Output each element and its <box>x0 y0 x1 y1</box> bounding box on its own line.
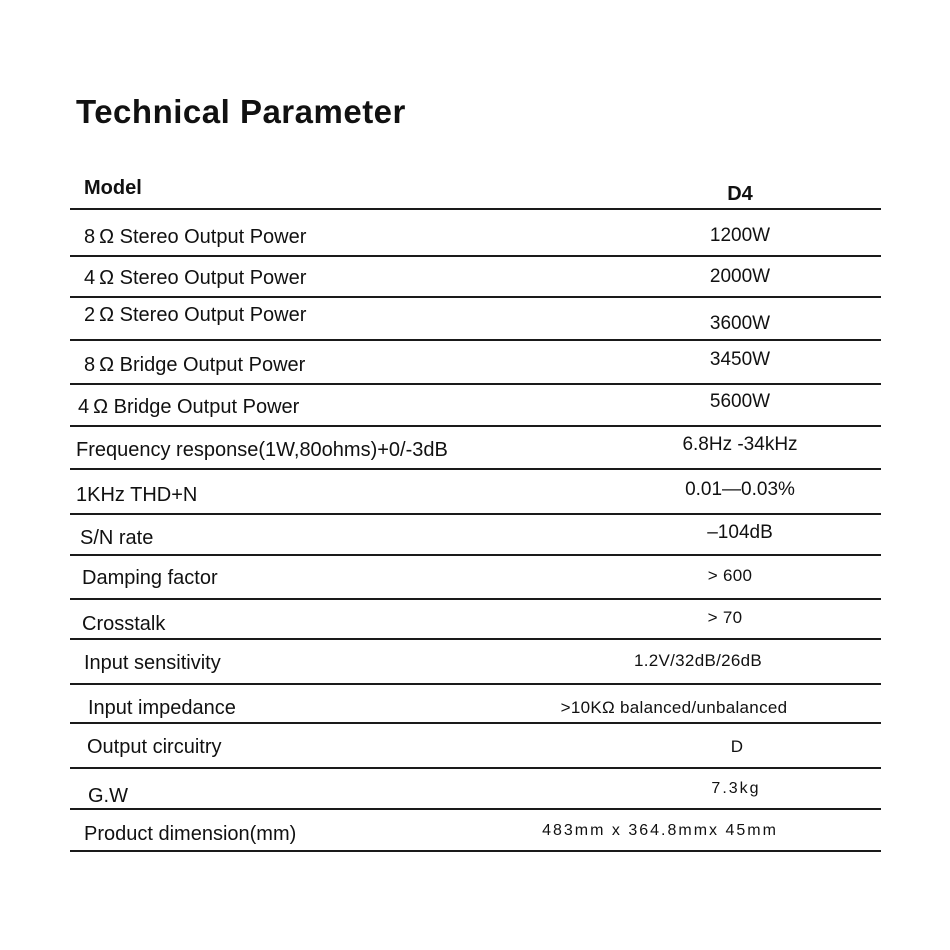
table-row <box>70 298 881 341</box>
row-label: Damping factor <box>82 567 218 589</box>
table-row <box>70 600 881 640</box>
row-label: S/N rate <box>80 527 154 549</box>
row-value: –104dB <box>707 522 773 543</box>
model-label: Model <box>84 177 142 199</box>
table-row <box>70 385 881 427</box>
row-value: 5600W <box>709 391 771 412</box>
row-value: > 70 <box>707 608 743 627</box>
row-value: 1200W <box>709 225 771 246</box>
row-label: Input sensitivity <box>84 652 221 674</box>
row-label: Crosstalk <box>82 613 166 635</box>
table-row <box>70 210 881 257</box>
spec-table <box>70 170 881 852</box>
row-value: > 600 <box>707 566 753 585</box>
table-row <box>70 810 881 852</box>
row-label: G.W <box>88 785 128 807</box>
row-value: 6.8Hz -34kHz <box>682 434 798 455</box>
row-label: Input impedance <box>88 697 236 719</box>
table-row <box>70 257 881 298</box>
table-row <box>70 427 881 470</box>
row-label: Output circuitry <box>87 736 222 758</box>
row-label: 8 Ω Bridge Output Power <box>84 354 306 376</box>
table-row <box>70 470 881 515</box>
row-value: 7.3kg <box>711 780 761 797</box>
table-row <box>70 769 881 810</box>
table-row <box>70 556 881 600</box>
row-value: >10KΩ balanced/unbalanced <box>560 698 788 717</box>
table-row <box>70 685 881 724</box>
row-value: 483mm x 364.8mmx 45mm <box>542 822 778 839</box>
table-row <box>70 341 881 385</box>
page-title: Technical Parameter <box>76 93 406 130</box>
model-value: D4 <box>727 183 753 205</box>
table-row <box>70 640 881 685</box>
row-label: 4 Ω Stereo Output Power <box>84 267 307 289</box>
row-value: 1.2V/32dB/26dB <box>633 651 763 670</box>
row-label: 2 Ω Stereo Output Power <box>84 304 307 326</box>
row-label: 1KHz THD+N <box>76 484 198 506</box>
row-value: D <box>730 737 744 756</box>
row-value: 2000W <box>709 266 771 287</box>
row-label: Product dimension(mm) <box>84 823 297 845</box>
row-value: 0.01—0.03% <box>685 479 795 500</box>
table-row <box>70 515 881 556</box>
row-label: Frequency response(1W,80ohms)+0/-3dB <box>76 439 448 461</box>
row-value: 3450W <box>709 349 771 370</box>
table-row <box>70 724 881 769</box>
row-label: 8 Ω Stereo Output Power <box>84 226 307 248</box>
row-label: 4 Ω Bridge Output Power <box>78 396 300 418</box>
row-value: 3600W <box>709 313 771 334</box>
table-header-row <box>70 170 881 210</box>
